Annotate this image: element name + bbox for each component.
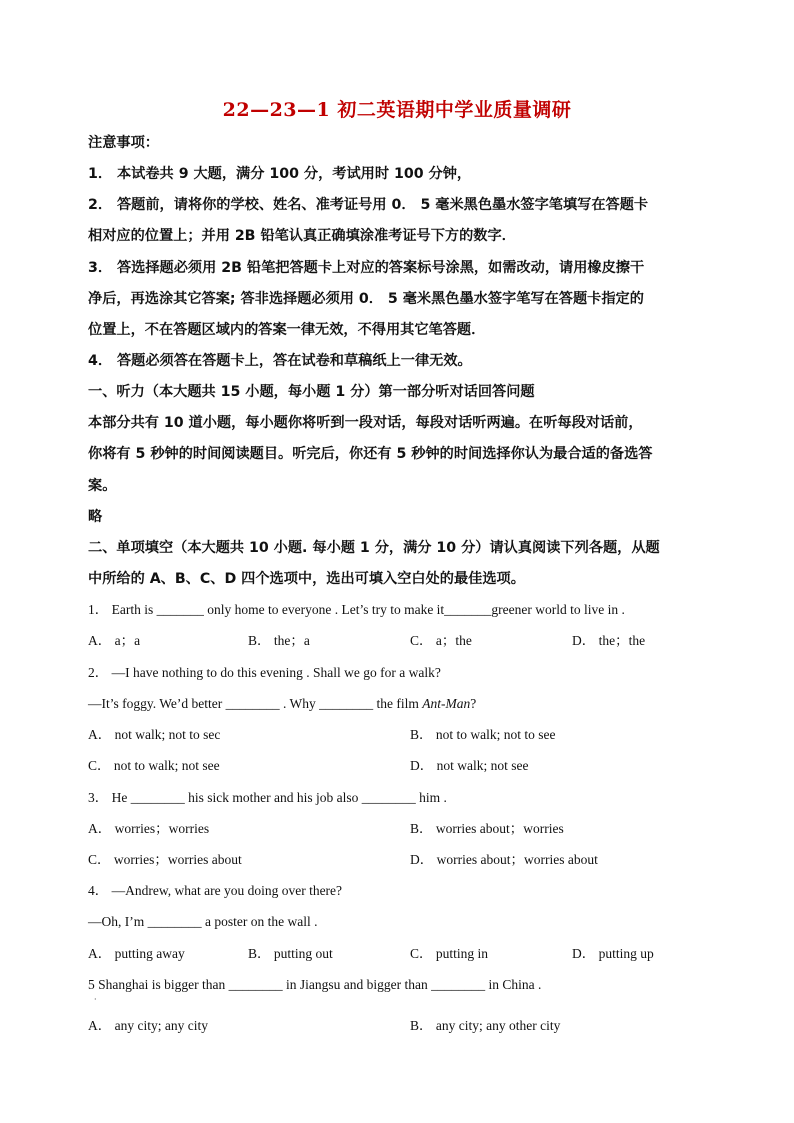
question-2-stem-line2 (88, 694, 712, 714)
notice-heading: 注意事项： (88, 135, 159, 151)
q1-option-b[interactable]: B． the；a (248, 633, 310, 648)
q3-option-b[interactable]: B． worries about；worries (410, 821, 564, 836)
q5-option-a[interactable]: A． any city; any city (88, 1018, 208, 1033)
q2-option-c[interactable]: C． not to walk; not see (88, 758, 220, 773)
question-4-stem-line2: —Oh, I’m ________ a poster on the wall . (88, 914, 318, 929)
notice-line: 4． 答题必须答在答题卡上，答在试卷和草稿纸上一律无效。 (88, 353, 472, 369)
page-title: 22—23—1 初二英语期中学业质量调研 (222, 99, 572, 121)
question-2-stem: 2． —I have nothing to do this evening . Shall we go for a walk? (88, 665, 441, 680)
question-4-stem: 4． —Andrew, what are you doing over there? (88, 883, 343, 898)
q3-option-c[interactable]: C． worries；worries about (88, 852, 242, 867)
q4-option-c[interactable]: C． putting in (410, 946, 489, 961)
notice-line: 3． 答选择题必须用 2B 铅笔把答题卡上对应的答案标号涂黑，如需改动，请用橡皮擦干 (88, 260, 645, 276)
q2-stem-text: —It’s foggy. We’d better ________ . Why ________ the film (88, 696, 423, 711)
section1-desc: 本部分共有 10 道小题，每小题你将听到一段对话，每段对话听两遍。在听每段对话前， (88, 415, 643, 431)
q4-option-b[interactable]: B． putting out (248, 946, 333, 961)
question-3-stem: 3． He ________ his sick mother and his job also ________ him . (88, 790, 447, 805)
film-title: Ant-Man (422, 696, 471, 711)
section1-omitted: 略 (88, 509, 103, 525)
q3-option-d[interactable]: D． worries about；worries about (410, 852, 598, 867)
section1-desc: 案。 (88, 478, 117, 494)
notice-line: 位置上，不在答题区域内的答案一律无效，不得用其它笔答题． (88, 322, 486, 338)
section2-heading: 二、单项填空（本大题共 10 小题. 每小题 1 分，满分 10 分）请认真阅读下列各题，从题 (88, 540, 660, 556)
question-1-stem: 1． Earth is _______ only home to everyone . Let’s try to make it_______greener world to live in . (88, 602, 625, 617)
q4-option-d[interactable]: D． putting up (572, 946, 654, 961)
q3-option-a[interactable]: A． worries；worries (88, 821, 210, 836)
notice-line: 净后，再选涂其它答案; 答非选择题必须用 0． 5 毫米黑色墨水签字笔写在答题卡指定的 (88, 291, 644, 307)
q2-stem-end: ? (470, 696, 477, 711)
q1-option-d[interactable]: D． the；the (572, 633, 646, 648)
q1-option-a[interactable]: A． a；a (88, 633, 141, 648)
q1-option-c[interactable]: C． a；the (410, 633, 472, 648)
notice-line: 相对应的位置上；并用 2B 铅笔认真正确填涂准考证号下方的数字． (88, 228, 516, 244)
section2-heading: 中所给的 A、B、C、D 四个选项中，选出可填入空白处的最佳选项。 (88, 571, 525, 587)
section1-desc: 你将有 5 秒钟的时间阅读题目。听完后，你还有 5 秒钟的时间选择你认为最合适的备选答 (88, 446, 653, 462)
notice-line: 2． 答题前，请将你的学校、姓名、准考证号用 0． 5 毫米黑色墨水签字笔填写在答题卡 (88, 197, 649, 213)
notice-line: 1． 本试卷共 9 大题，满分 100 分，考试用时 100 分钟， (88, 166, 472, 182)
question-5-stem: 5 Shanghai is bigger than ________ in Jiangsu and bigger than ________ in China . (88, 977, 542, 992)
stray-dot: · (94, 995, 97, 1004)
q2-option-b[interactable]: B． not to walk; not to see (410, 727, 556, 742)
section1-heading: 一、听力（本大题共 15 小题，每小题 1 分）第一部分听对话回答问题 (88, 384, 535, 400)
q2-option-a[interactable]: A． not walk; not to sec (88, 727, 221, 742)
q4-option-a[interactable]: A． putting away (88, 946, 185, 961)
q2-option-d[interactable]: D． not walk; not see (410, 758, 529, 773)
q5-option-b[interactable]: B． any city; any other city (410, 1018, 561, 1033)
